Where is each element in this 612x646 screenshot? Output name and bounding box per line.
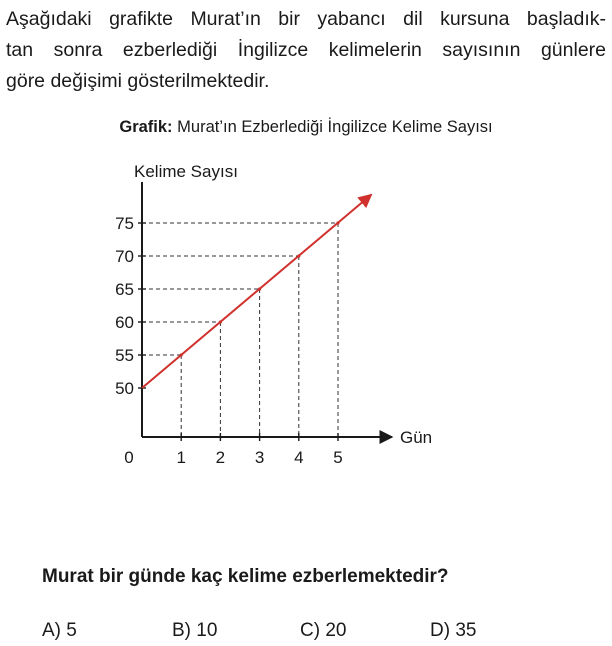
y-tick-label-55: 55 [115, 346, 134, 365]
data-point-1 [180, 353, 183, 356]
x-tick-label-3: 3 [254, 448, 265, 467]
y-tick-label-70: 70 [115, 247, 134, 266]
x-tick-label-1: 1 [176, 448, 186, 467]
intro-line-2: tan sonra ezberlediği İngilizce kelimelerin sayısının günlere [6, 39, 606, 61]
x-tick-label-5: 5 [333, 448, 343, 467]
chart-caption-text: Murat’ın Ezberlediği İngilizce Kelime Sayısı [177, 118, 493, 136]
x-tick-label-2: 2 [215, 448, 226, 467]
x-tick-label-4: 4 [294, 448, 304, 467]
option-c[interactable]: C) 20 [300, 620, 347, 641]
intro-line-1: Aşağıdaki grafikte Murat’ın bir yabancı dil kursuna başladık- [6, 8, 606, 30]
chart-caption-prefix: Grafik: [119, 118, 173, 136]
x-axis-title: Gün [400, 428, 433, 447]
data-point-3 [258, 287, 261, 290]
origin-label: 0 [124, 448, 134, 467]
chart-caption [0, 118, 612, 137]
option-a[interactable]: A) 5 [42, 620, 77, 641]
intro-line-3: göre değişimi gösterilmektedir. [6, 70, 270, 92]
data-point-5 [336, 221, 339, 224]
y-tick-label-50: 50 [115, 379, 134, 398]
y-tick-label-75: 75 [115, 214, 134, 233]
question-intro [6, 4, 606, 97]
y-tick-label-65: 65 [115, 280, 134, 299]
y-axis-title: Kelime Sayısı [134, 162, 238, 181]
question-text: Murat bir günde kaç kelime ezberlemektedir? [42, 566, 449, 587]
data-point-2 [219, 320, 222, 323]
option-d[interactable]: D) 35 [430, 620, 477, 641]
y-tick-label-60: 60 [115, 313, 134, 332]
line-chart [0, 150, 612, 480]
data-point-4 [297, 254, 300, 257]
option-b[interactable]: B) 10 [172, 620, 218, 641]
